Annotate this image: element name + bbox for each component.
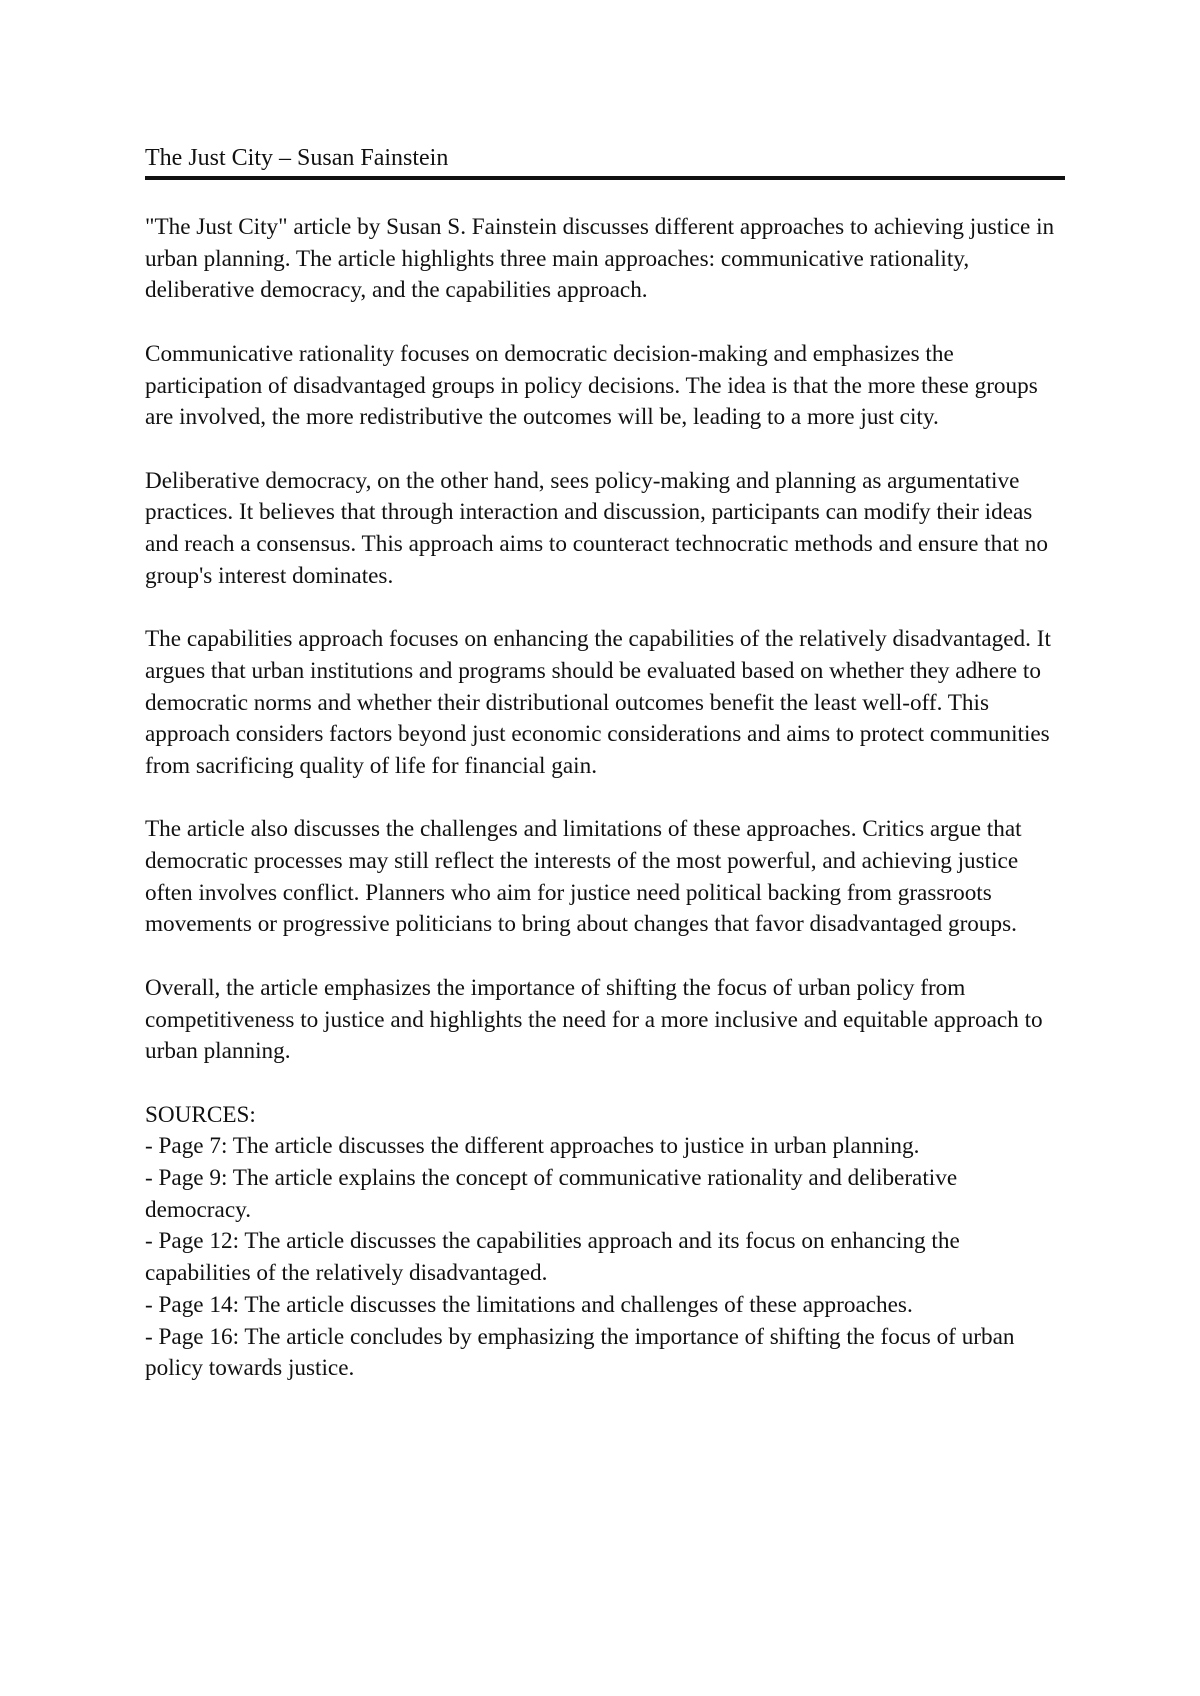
paragraph-deliberative-democracy: Deliberative democracy, on the other hand, sees policy-making and planning as argumentative practices. It believes that through interaction and discussion, participants can modify their ideas and reach a consensus. This approach aims to counteract technocratic methods and ensure that no group's interest dominates.: [145, 467, 1048, 589]
spacer: [145, 592, 1065, 624]
paragraph-intro: "The Just City" article by Susan S. Fainstein discusses different approaches to achieving justice in urban planning. The article highlights three main approaches: communicative rationality, deliberative democracy, and the capabilities approach.: [145, 214, 1055, 304]
spacer: [145, 783, 1065, 815]
paragraph-conclusion: Overall, the article emphasizes the importance of shifting the focus of urban policy from competitiveness to justice and highlights the need for a more inclusive and equitable approach to urban planning.: [145, 974, 1043, 1065]
document-title: The Just City – Susan Fainstein: [145, 142, 1065, 180]
spacer: [145, 434, 1065, 466]
paragraph-capabilities-approach: The capabilities approach focuses on enhancing the capabilities of the relatively disadvantaged. It argues that urban institutions and programs should be evaluated based on whether they adhere to democratic norms and whether their distributional outcomes benefit the least well-off. This approach considers factors beyond just economic considerations and aims to protect communities from sacrificing quality of life for financial gain.: [145, 626, 1051, 779]
spacer: [145, 1068, 1065, 1100]
sources-heading: SOURCES:: [145, 1101, 256, 1128]
paragraph-communicative-rationality: Communicative rationality focuses on democratic decision-making and emphasizes the participation of disadvantaged groups in policy decisions. The idea is that the more these groups are involved, the more redistributive the outcomes will be, leading to a more just city.: [145, 340, 1038, 431]
source-item-page-7: - Page 7: The article discusses the different approaches to justice in urban planning.: [145, 1133, 920, 1160]
source-item-page-16: - Page 16: The article concludes by emphasizing the importance of shifting the focus of urban policy towards justice.: [145, 1323, 1015, 1382]
source-item-page-9: - Page 9: The article explains the concept of communicative rationality and deliberative democracy.: [145, 1165, 958, 1223]
spacer: [145, 307, 1065, 339]
spacer: [145, 180, 1065, 212]
source-item-page-14: - Page 14: The article discusses the limitations and challenges of these approaches.: [145, 1291, 913, 1318]
spacer: [145, 941, 1065, 973]
source-item-page-12: - Page 12: The article discusses the capabilities approach and its focus on enhancing the capabilities of the relatively disadvantaged.: [145, 1228, 960, 1287]
paragraph-challenges: The article also discusses the challenges and limitations of these approaches. Critics argue that democratic processes may still reflect the interests of the most powerful, and achieving justice often involves conflict. Planners who aim for justice need political backing from grassroots movements or progressive politicians to bring about changes that favor disadvantaged groups.: [145, 816, 1022, 938]
document-content: [145, 142, 1065, 1385]
